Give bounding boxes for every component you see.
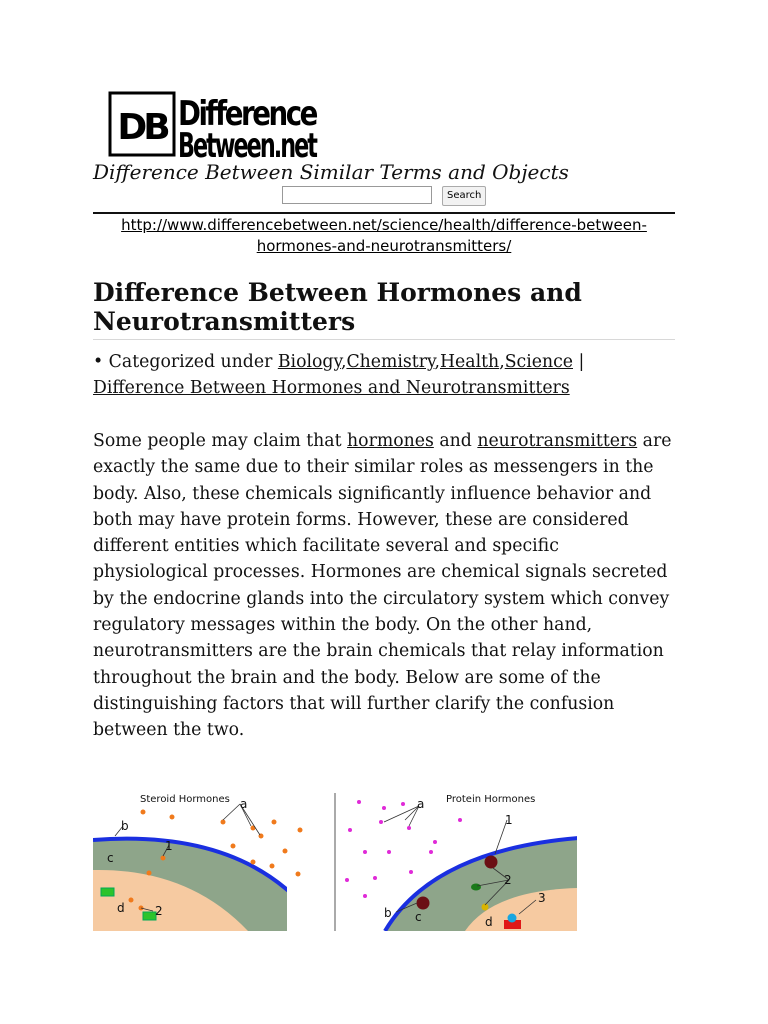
category-separator: | <box>573 352 585 372</box>
category-link-science[interactable]: Science <box>504 352 573 372</box>
hormones-link[interactable]: hormones <box>347 431 434 451</box>
label-2-left: 2 <box>155 904 163 918</box>
header-divider <box>93 212 675 214</box>
label-b-right: b <box>384 906 392 920</box>
membrane-receptor <box>417 897 430 910</box>
neurotransmitters-link[interactable]: neurotransmitters <box>477 431 638 451</box>
title-divider <box>93 339 675 340</box>
article-title-link[interactable]: Difference Between Hormones and Neurotransmitters <box>93 378 570 399</box>
label-b-left: b <box>121 819 129 833</box>
category-link-health[interactable]: Health <box>439 352 500 372</box>
label-c-left: c <box>107 851 114 865</box>
categorized-prefix: • Categorized under <box>93 352 278 372</box>
article-body <box>93 428 678 744</box>
label-3-right: 3 <box>538 891 546 905</box>
membrane-receptor <box>485 856 498 869</box>
article-title: Difference Between Hormones and Neurotransmitters <box>93 278 582 336</box>
label-c-right: c <box>415 910 422 924</box>
label-2-right: 2 <box>504 873 512 887</box>
site-logo[interactable] <box>108 91 320 166</box>
article-url-link[interactable]: http://www.differencebetween.net/science/health/difference-between-hormones-and-neurotransmitters/ <box>121 216 647 255</box>
label-a-right: a <box>417 797 425 811</box>
search-button[interactable]: Search <box>442 186 486 206</box>
logo-mark: DB <box>117 107 167 148</box>
intro-and: and <box>433 431 478 451</box>
logo-line1: Difference <box>178 94 318 134</box>
search-input[interactable] <box>282 186 432 204</box>
intro-rest: are exactly the same due to their similar roles as messengers in the body. Also, these chemicals significantly influence behavior and both may have protein forms. However, these are considered different entities which facilitate several and specific physiological processes. Hormones are chemical signals secreted by the endocrine glands into the circulatory system which convey regulatory messages within the body. On the other hand, neurotransmitters are the brain chemicals that relay information throughout the brain and the body. Below are some of the distinguishing factors that will further clarify the confusion between the two. <box>93 431 672 741</box>
label-d-right: d <box>485 915 493 929</box>
category-link-chemistry[interactable]: Chemistry <box>346 352 435 372</box>
intro-start: Some people may claim that <box>93 431 348 451</box>
category-link-biology[interactable]: Biology <box>277 352 341 372</box>
label-d-left: d <box>117 901 125 915</box>
steroid-panel <box>93 839 293 931</box>
signal-protein <box>471 884 481 891</box>
label-a-left: a <box>240 797 248 811</box>
transcription-factor <box>508 914 517 923</box>
receptor-icon <box>101 888 114 896</box>
label-1-right: 1 <box>505 813 513 827</box>
site-tagline: Difference Between Similar Terms and Objects <box>93 160 569 184</box>
label-1-left: 1 <box>165 839 173 853</box>
category-line: • Categorized under Biology,Chemistry,Health,Science | Difference Between Hormones and Neurotransmitters <box>93 352 585 399</box>
right-panel-title: Protein Hormones <box>446 794 536 805</box>
logo-line2: Between.net <box>178 126 318 166</box>
hormones-diagram <box>93 790 578 932</box>
left-panel-title: Steroid Hormones <box>140 794 230 805</box>
